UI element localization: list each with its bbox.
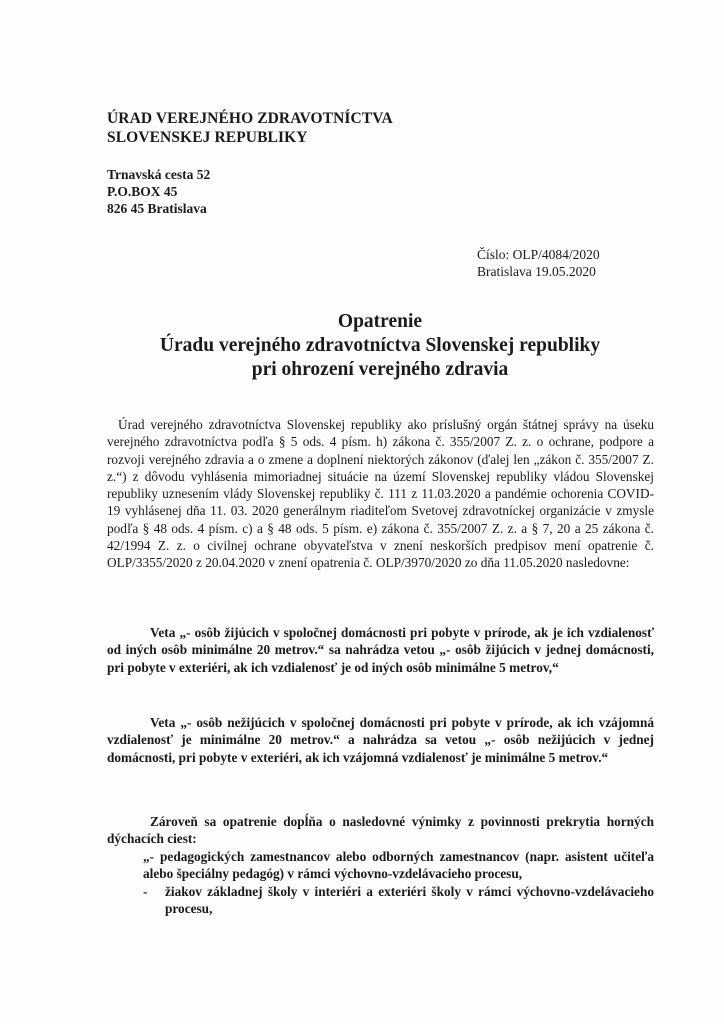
address-line: Trnavská cesta 52	[107, 167, 211, 182]
intro-paragraph: Úrad verejného zdravotníctva Slovenskej republiky ako príslušný orgán štátnej správy na úseku verejného zdravotníctva podľa § 5 ods. 4 písm. h) zákona č. 355/2007 Z. z. o ochrane, podpore a rozvoji verejného zdravia a o zmene a doplnení niektorých zákonov (ďalej len „zákon č. 355/2007 Z. z.“) z dôvodu vyhlásenia mimoriadnej situácie na území Slovenskej republiky vládou Slovenskej republiky uznesením vlády Slovenskej republiky č. 111 z 11.03.2020 a pandémie ochorenia COVID-19 vyhlásenej dňa 11. 03. 2020 generálnym riaditeľom Svetovej zdravotníckej organizácie v zmysle podľa § 48 ods. 4 písm. c) a § 48 ods. 5 písm. e) zákona č. 355/2007 Z. z. a § 7, 20 a 25 zákona č. 42/1994 Z. z. o civilnej ochrane obyvateľstva v znení neskorších predpisov mení opatrenie č. OLP/3355/2020 z 20.04.2020 v znení opatrenia č. OLP/3970/2020 zo dňa 11.05.2020 nasledovne:	[107, 417, 654, 571]
address-line: 826 45 Bratislava	[107, 201, 207, 216]
place-date: Bratislava 19.05.2020	[477, 264, 596, 279]
amendment-paragraph-1: Veta „- osôb žijúcich v spoločnej domácnosti pri pobyte v prírode, ak je ich vzdialenosť od iných osôb minimálne 20 metrov.“ sa nahrádza vetou „- osôb žijúcich v jednej domácnosti, pri pobyte v exteriéri, ak ich vzdialenosť je od iných osôb minimálne 5 metrov,“	[107, 625, 654, 675]
exception-text: žiakov základnej školy v interiéri a exteriéri školy v rámci výchovno-vzdelávacieho procesu,	[165, 883, 654, 916]
document-reference	[477, 246, 600, 280]
document-title	[100, 310, 660, 382]
exception-item	[143, 848, 654, 883]
organization-name	[107, 109, 393, 147]
organization-line: ÚRAD VEREJNÉHO ZDRAVOTNÍCTVA	[107, 110, 393, 127]
exception-text: „- pedagogických zamestnancov alebo odborných zamestnancov (napr. asistent učiteľa alebo špeciálny pedagóg) v rámci výchovno-vzdelávacieho procesu,	[143, 849, 654, 882]
reference-number: Číslo: OLP/4084/2020	[477, 247, 600, 262]
exceptions-list	[143, 848, 654, 917]
organization-line: SLOVENSKEJ REPUBLIKY	[107, 129, 308, 146]
title-line: pri ohrození verejného zdravia	[251, 359, 509, 380]
address-line: P.O.BOX 45	[107, 184, 178, 199]
exceptions-intro-paragraph: Zároveň sa opatrenie dopĺňa o nasledovné výnimky z povinnosti prekrytia horných dýchacích ciest:	[107, 814, 654, 847]
organization-address	[107, 166, 210, 217]
amendment-paragraph-2: Veta „- osôb nežijúcich v spoločnej domácnosti pri pobyte v prírode, ak ich vzájomná vzdialenosť je minimálne 20 metrov.“ a nahrádza sa vetou „- osôb nežijúcich v jednej domácnosti, pri pobyte v exteriéri, ak ich vzájomná vzdialenosť je minimálne 5 metrov.“	[107, 715, 654, 765]
exception-item	[143, 883, 654, 918]
list-dash: -	[143, 883, 148, 899]
title-line: Opatrenie	[337, 311, 423, 332]
title-line: Úradu verejného zdravotníctva Slovenskej republiky	[159, 335, 601, 356]
